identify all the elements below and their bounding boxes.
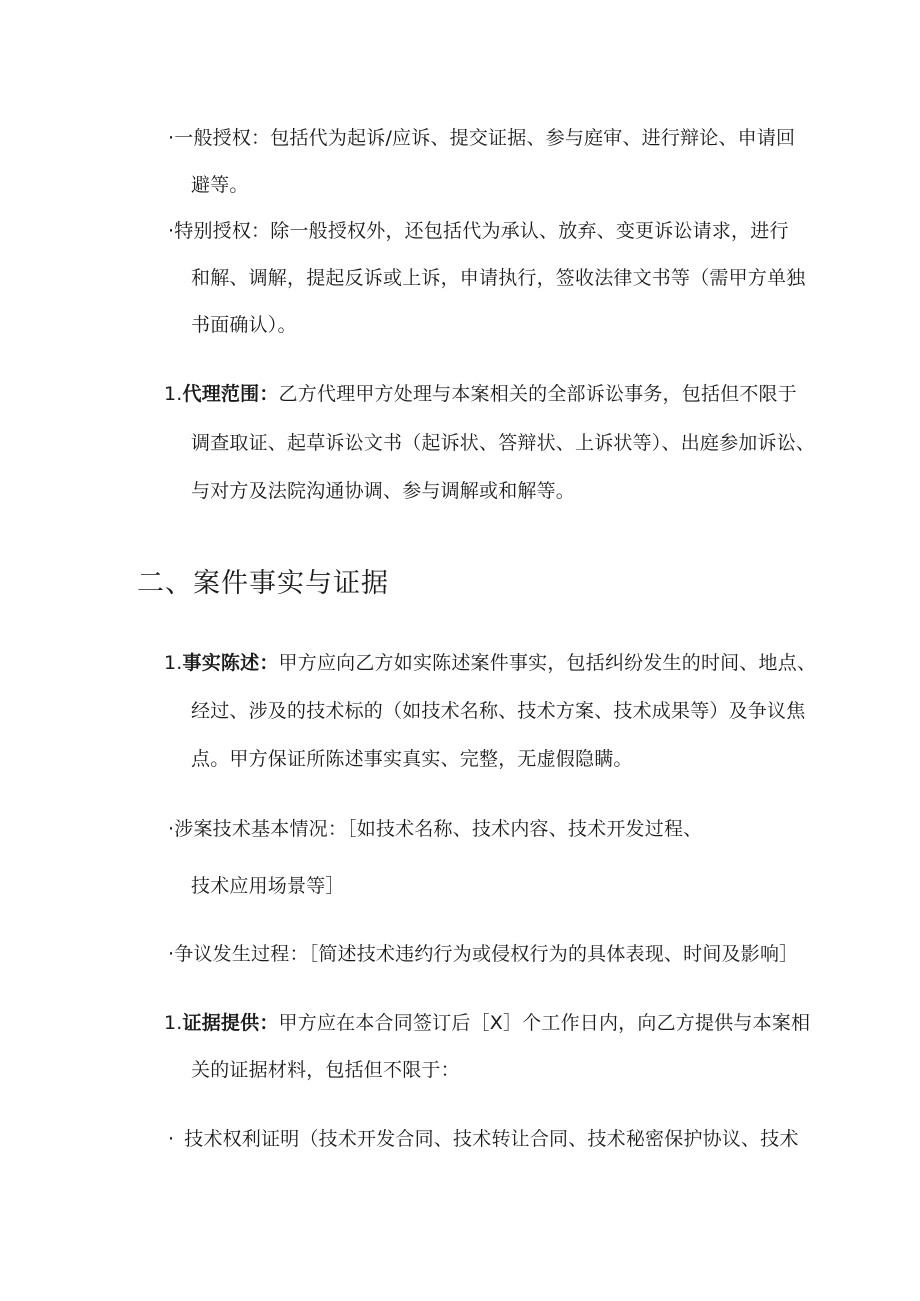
agency-scope-label: 代理范围： xyxy=(182,383,279,405)
item-number: 1. xyxy=(164,383,183,405)
evidence-label: 证据提供： xyxy=(182,1012,279,1034)
facts-label: 事实陈述： xyxy=(182,652,279,674)
bullet-marker: · xyxy=(168,818,175,840)
special-auth-line-1: 特别授权：除一般授权外，还包括代为承认、放弃、变更诉讼请求，进行 xyxy=(174,220,789,242)
facts-line-1: 甲方应向乙方如实陈述案件事实，包括纠纷发生的时间、地点、 xyxy=(278,652,817,674)
bullet-marker: · xyxy=(168,943,175,965)
special-auth-line-3: 书面确认）。 xyxy=(191,314,297,336)
bullet-general-auth xyxy=(168,126,795,150)
agency-scope-line-1: 乙方代理甲方处理与本案相关的全部诉讼事务，包括但不限于 xyxy=(278,383,797,405)
general-auth-line-2: 避等。 xyxy=(191,174,249,196)
tech-info-line-2: 技术应用场景等］ xyxy=(191,875,345,897)
item-number: 1. xyxy=(164,652,183,674)
dispute-line-1: 争议发生过程：［简述技术违约行为或侵权行为的具体表现、时间及影响］ xyxy=(174,943,799,965)
bullet-special-auth xyxy=(168,219,789,243)
bullet-marker: · xyxy=(168,127,175,149)
agency-scope-item xyxy=(164,382,797,406)
special-auth-line-2: 和解、调解，提起反诉或上诉，申请执行，签收法律文书等（需甲方单独 xyxy=(191,267,806,289)
bullet-marker: · xyxy=(168,220,175,242)
evidence-item xyxy=(164,1011,810,1035)
evidence-line-1: 甲方应在本合同签订后［X］个工作日内，向乙方提供与本案相 xyxy=(278,1012,811,1034)
tech-rights-line-1: 技术权利证明（技术开发合同、技术转让合同、技术秘密保护协议、技术 xyxy=(184,1128,799,1150)
agency-scope-line-2: 调查取证、起草诉讼文书（起诉状、答辩状、上诉状等）、出庭参加诉讼、 xyxy=(191,432,816,454)
facts-line-3: 点。甲方保证所陈述事实真实、完整，无虚假隐瞒。 xyxy=(191,748,633,770)
bullet-dispute xyxy=(168,942,798,966)
bullet-tech-info xyxy=(168,817,702,841)
bullet-tech-rights xyxy=(168,1127,799,1151)
facts-line-2: 经过、涉及的技术标的（如技术名称、技术方案、技术成果等）及争议焦 xyxy=(191,700,806,722)
bullet-marker: · xyxy=(168,1128,175,1150)
facts-item xyxy=(164,651,816,675)
general-auth-line-1: 一般授权：包括代为起诉/应诉、提交证据、参与庭审、进行辩论、申请回 xyxy=(174,127,796,149)
evidence-line-2: 关的证据材料，包括但不限于： xyxy=(191,1059,460,1081)
section-heading: 二、案件事实与证据 xyxy=(137,568,389,599)
item-number: 1. xyxy=(164,1012,183,1034)
agency-scope-line-3: 与对方及法院沟通协调、参与调解或和解等。 xyxy=(191,480,576,502)
tech-info-line-1: 涉案技术基本情况：［如技术名称、技术内容、技术开发过程、 xyxy=(174,818,703,840)
